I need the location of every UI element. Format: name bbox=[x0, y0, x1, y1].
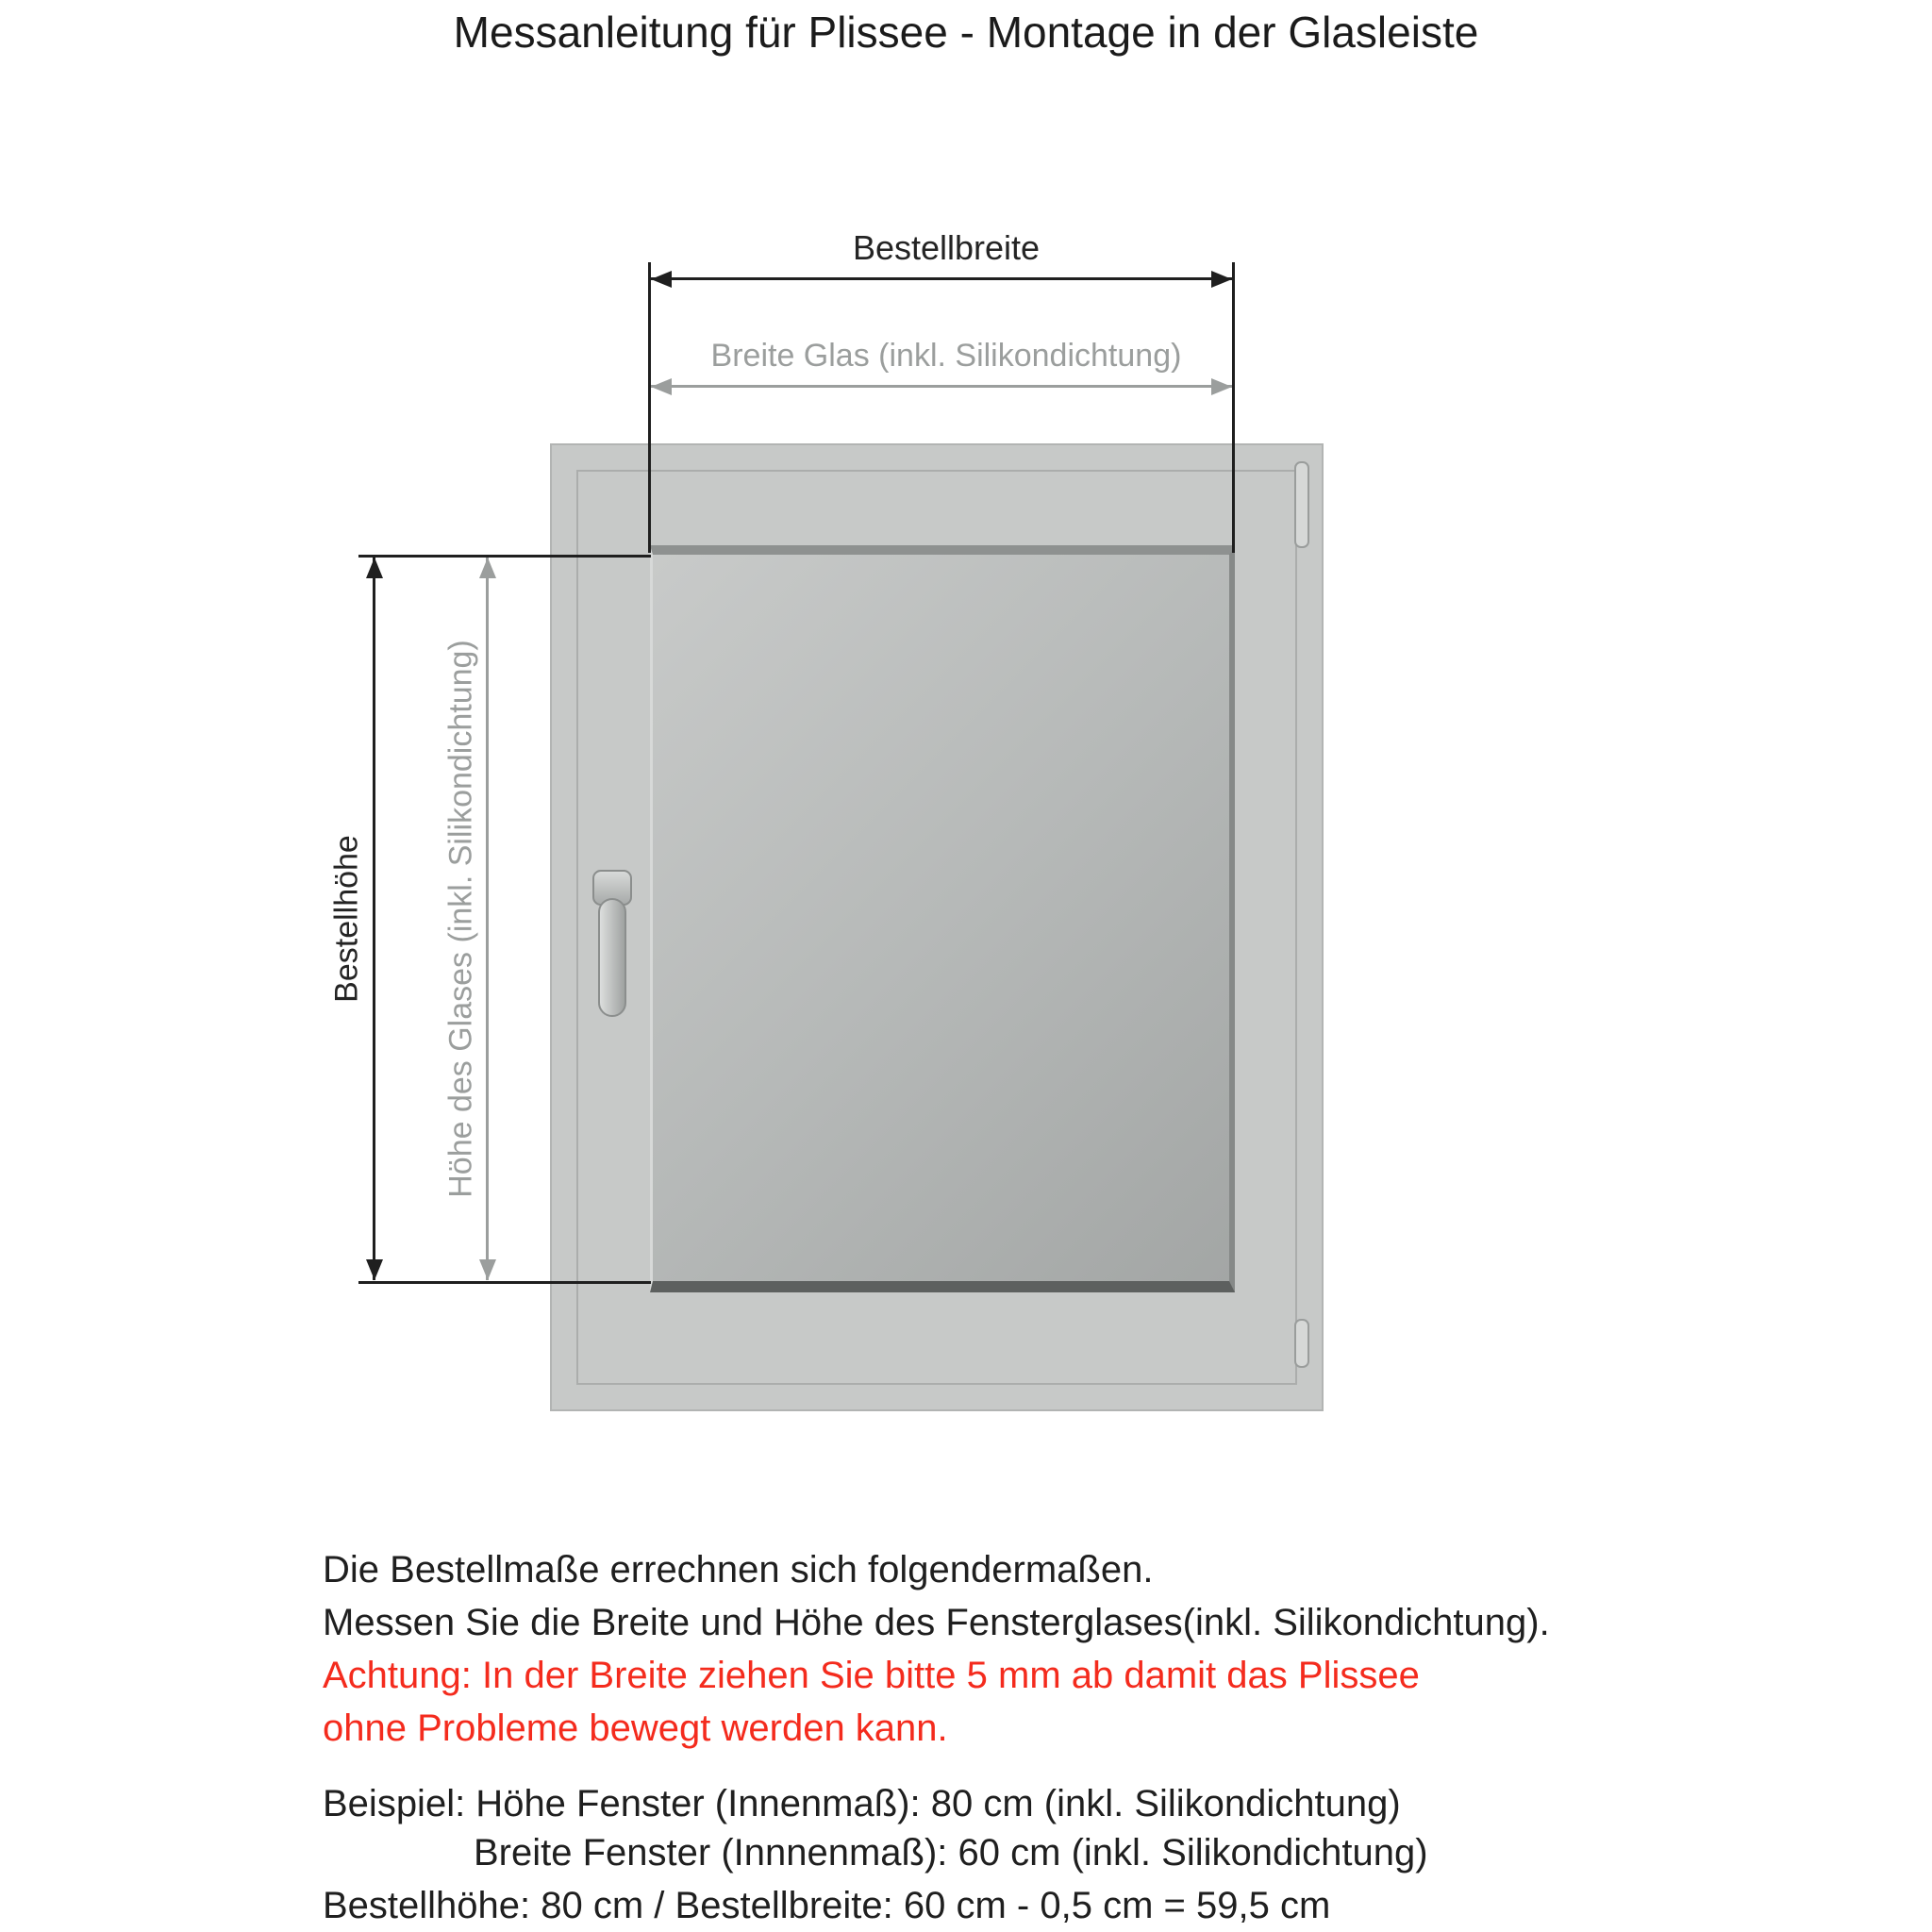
order-width-dimension-arrow bbox=[651, 277, 1232, 280]
extension-line-glass-top bbox=[358, 555, 651, 558]
glass-height-label: Höhe des Glases (inkl. Silikondichtung) bbox=[442, 640, 479, 1198]
window-hinge-top bbox=[1294, 461, 1309, 548]
extension-line-glass-left bbox=[648, 262, 651, 553]
window-handle bbox=[598, 898, 626, 1017]
warning-line-1: Achtung: In der Breite ziehen Sie bitte 5 mm ab damit das Plissee bbox=[323, 1655, 1420, 1696]
window-glass bbox=[650, 545, 1235, 1292]
order-height-dimension-arrow bbox=[373, 558, 375, 1280]
glass-height-dimension-arrow bbox=[486, 558, 489, 1280]
example-line-2: Breite Fenster (Innnenmaß): 60 cm (inkl. Silikondichtung) bbox=[474, 1832, 1428, 1874]
glass-width-label: Breite Glas (inkl. Silikondichtung) bbox=[710, 338, 1182, 374]
window-frame bbox=[550, 443, 1324, 1411]
extension-line-glass-bottom bbox=[358, 1281, 651, 1284]
extension-line-glass-right bbox=[1232, 262, 1235, 553]
window-hinge-bottom bbox=[1294, 1319, 1309, 1368]
page-title: Messanleitung für Plissee - Montage in der Glasleiste bbox=[453, 8, 1479, 57]
example-line-3: Bestellhöhe: 80 cm / Bestellbreite: 60 cm - 0,5 cm = 59,5 cm bbox=[323, 1885, 1331, 1926]
glass-width-dimension-arrow bbox=[651, 385, 1232, 388]
warning-line-2: ohne Probleme bewegt werden kann. bbox=[323, 1707, 948, 1749]
example-line-1: Beispiel: Höhe Fenster (Innenmaß): 80 cm (inkl. Silikondichtung) bbox=[323, 1783, 1401, 1824]
order-width-label: Bestellbreite bbox=[852, 228, 1041, 267]
instruction-line-1: Die Bestellmaße errechnen sich folgendermaßen. bbox=[323, 1549, 1154, 1591]
instruction-line-2: Messen Sie die Breite und Höhe des Fensterglases(inkl. Silikondichtung). bbox=[323, 1602, 1550, 1643]
order-height-label: Bestellhöhe bbox=[328, 835, 365, 1003]
